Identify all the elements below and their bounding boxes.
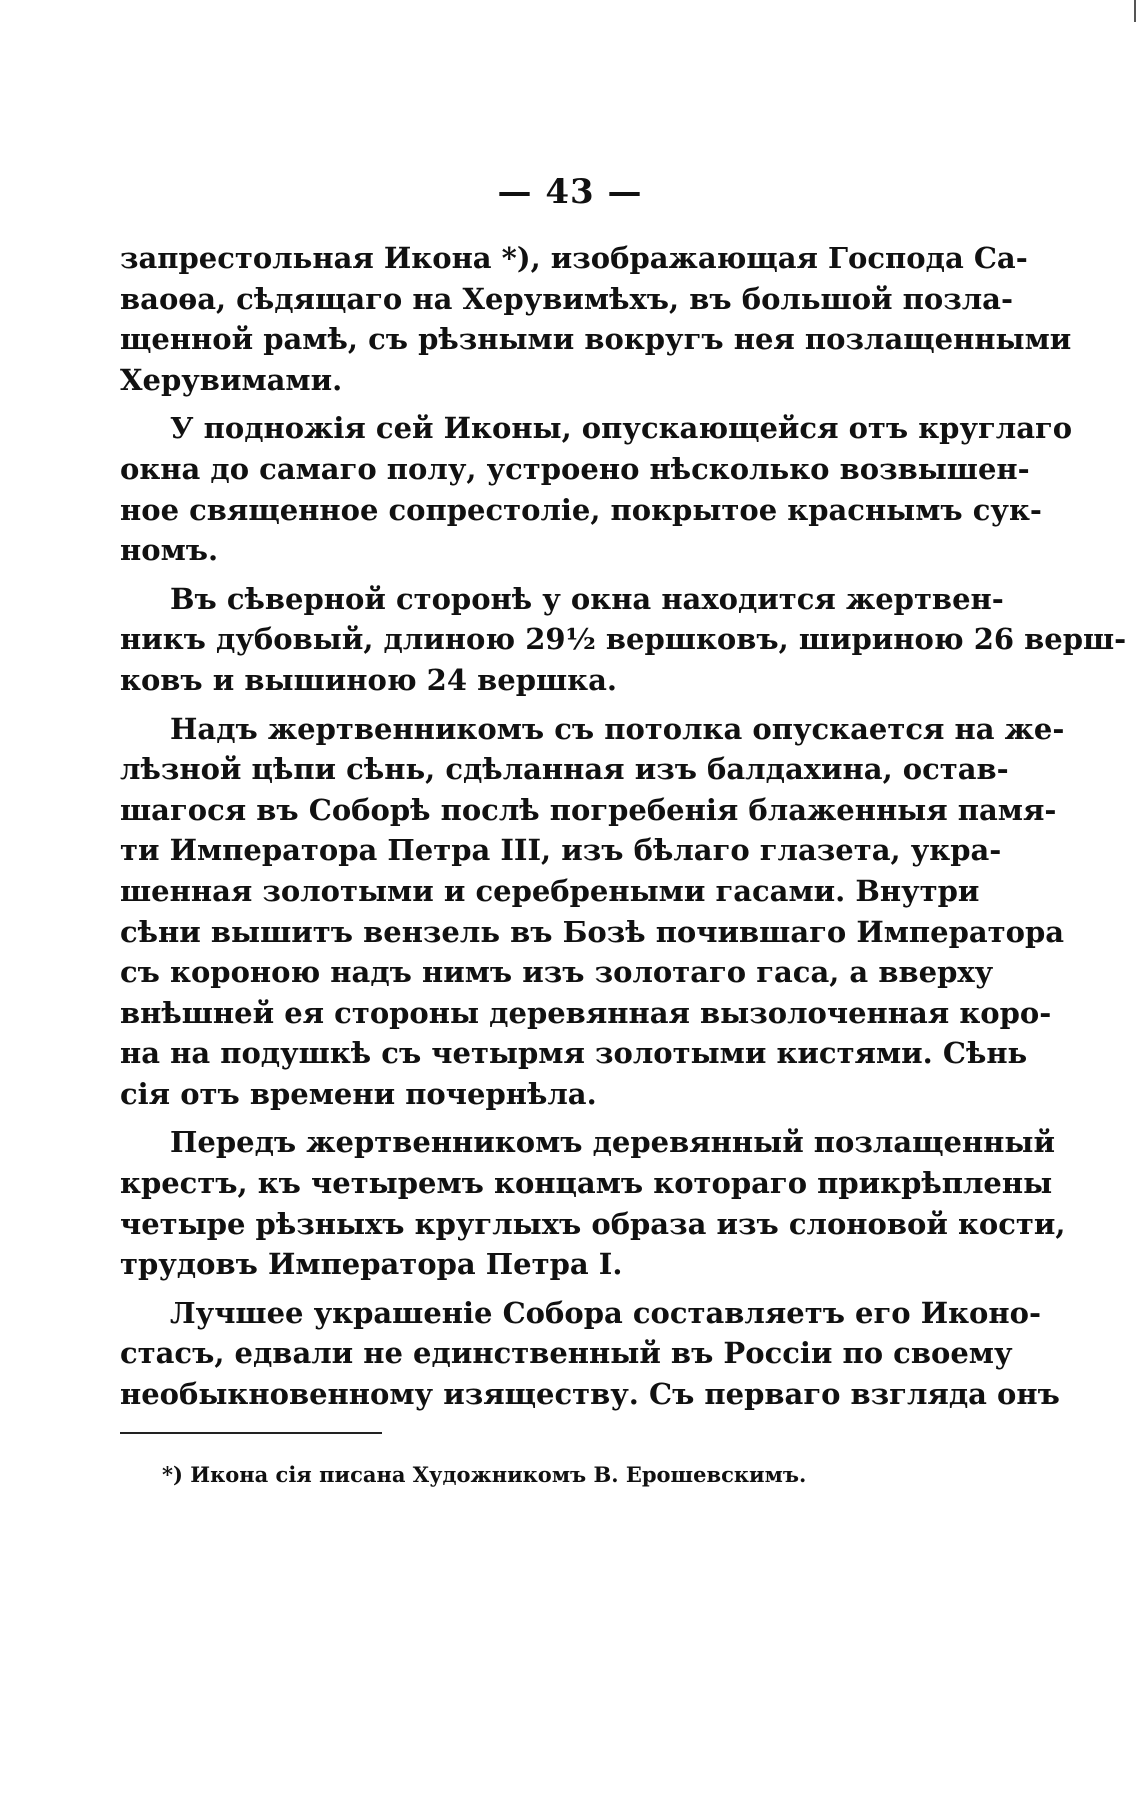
text-line: необыкновенному изяществу. Съ перваго взгляда онъ: [120, 1377, 1060, 1412]
text-line: ваоѳа, сѣдящаго на Херувимѣхъ, въ большой позла-: [120, 281, 1014, 316]
text-line: съ короною надъ нимъ изъ золотаго гаса, а вверху: [120, 955, 994, 990]
text-line: четыре рѣзныхъ круглыхъ образа изъ слоновой кости,: [120, 1206, 1066, 1241]
page-number: — 43 —: [497, 172, 643, 212]
text-line: сѣни вышитъ вензель въ Бозѣ почившаго Императора: [120, 914, 1065, 949]
paragraph-gap: [120, 701, 920, 709]
text-line: ное священное сопрестоліе, покрытое краснымъ сук-: [120, 492, 1042, 527]
text-line: шенная золотыми и серебреными гасами. Внутри: [120, 873, 980, 908]
paragraph-gap: [120, 400, 920, 408]
text-line: щенной рамѣ, съ рѣзными вокругъ нея позлащенными: [120, 322, 1072, 357]
text-line: Передъ жертвенникомъ деревянный позлащенный: [170, 1125, 1055, 1160]
text-line: никъ дубовый, длиною 29½ вершковъ, шириною 26 верш-: [120, 622, 1127, 657]
text-line: стасъ, едвали не единственный въ Россіи по своему: [120, 1336, 1013, 1371]
text-line: Въ сѣверной сторонѣ у окна находится жертвен-: [170, 581, 1004, 616]
text-line: на на подушкѣ съ четырмя золотыми кистями. Сѣнь: [120, 1036, 1028, 1071]
text-line: крестъ, къ четыремъ концамъ котораго прикрѣплены: [120, 1166, 1053, 1201]
text-line: внѣшней ея стороны деревянная вызолоченная коро-: [120, 995, 1052, 1030]
page-edge-mark: [1134, 0, 1136, 22]
text-line: шагося въ Соборѣ послѣ погребенія блаженныя памя-: [120, 792, 1057, 827]
text-line: окна до самаго полу, устроено нѣсколько возвышен-: [120, 451, 1030, 486]
text-line: Надъ жертвенникомъ съ потолка опускается на же-: [170, 711, 1065, 746]
text-line: Лучшее украшеніе Собора составляетъ его Иконо-: [170, 1295, 1042, 1330]
text-line: ти Императора Петра III, изъ бѣлаго глазета, укра-: [120, 833, 1002, 868]
paragraph-gap: [120, 571, 920, 579]
body-text: [120, 238, 1127, 1415]
text-line: ковъ и вышиною 24 вершка.: [120, 662, 618, 697]
text-line: сія отъ времени почернѣла.: [120, 1076, 597, 1111]
footnote-divider: [120, 1432, 382, 1434]
text-line: номъ.: [120, 533, 219, 568]
footnote: *) Икона сія писана Художникомъ В. Ерошевскимъ.: [162, 1462, 807, 1487]
text-line: У подножія сей Иконы, опускающейся отъ круглаго: [170, 411, 1073, 446]
paragraph-gap: [120, 1285, 920, 1293]
text-line: запрестольная Икона *), изображающая Господа Са-: [120, 241, 1028, 275]
text-line: Херувимами.: [120, 362, 343, 397]
text-line: трудовъ Императора Петра I.: [120, 1247, 623, 1282]
text-line: лѣзной цѣпи сѣнь, сдѣланная изъ балдахина, остав-: [120, 752, 1009, 787]
paragraph-gap: [120, 1114, 920, 1122]
